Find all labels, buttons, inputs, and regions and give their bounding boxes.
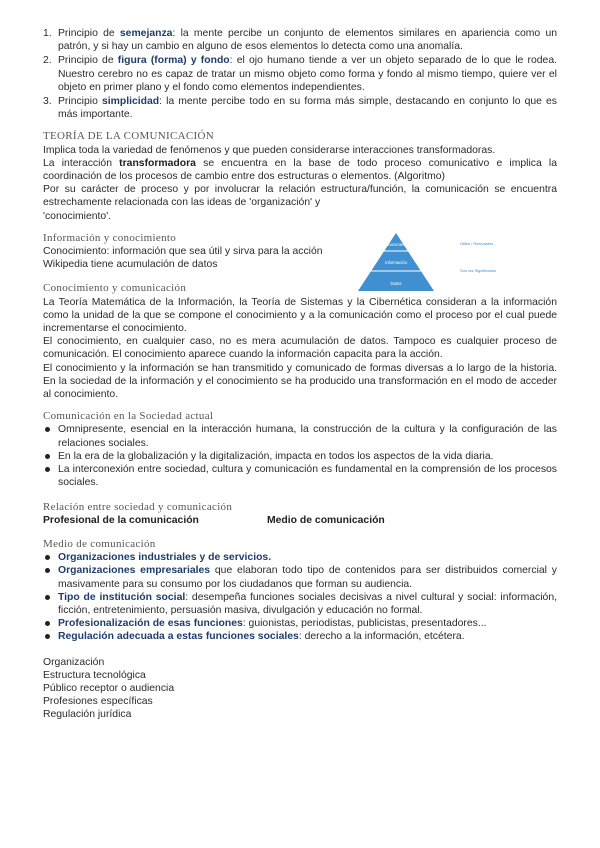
- term: Tipo de institución social: [58, 591, 186, 603]
- term-transformadora: transformadora: [119, 157, 196, 169]
- section-heading-conocimiento: Conocimiento y comunicación: [43, 282, 187, 295]
- paragraph: La Teoría Matemática de la Información, la Teoría de Sistemas y la Cibernética consideran a la información como la unidad de la que se compone el conocimiento y a la comunicación como el proceso por el cual puede incrementarse el conocimiento.: [43, 296, 557, 335]
- term: Organizaciones empresariales: [58, 565, 211, 577]
- term: Organizaciones industriales y de servicios.: [58, 552, 272, 564]
- profesional-label: Profesional de la comunicación: [43, 514, 199, 526]
- list-line: Organización: [43, 656, 105, 668]
- list-item: [43, 54, 557, 94]
- list-line: Público receptor o audiencia: [43, 682, 175, 694]
- pyramid-level-informacion: Información: [385, 260, 407, 265]
- list-item: [43, 591, 557, 617]
- list-item: [43, 564, 557, 590]
- section-heading-relacion: Relación entre sociedad y comunicación: [43, 500, 233, 513]
- section-heading-teoria: TEORÍA DE LA COMUNICACIÓN: [43, 130, 214, 143]
- text: : la mente percibe todo en su forma más simple, destacando en conjunto lo que es más importante.: [58, 96, 557, 121]
- text: : la mente percibe un conjunto de elementos similares en apariencia como un patrón, y si hay un cambio en alguno de esos elementos lo detecta como una anomalía.: [58, 28, 558, 53]
- paragraph: Implica toda la variedad de fenómenos y que pueden considerarse interacciones transformadoras.: [43, 144, 496, 156]
- pyramid-diagram: [358, 231, 498, 293]
- term-semejanza: semejanza: [119, 28, 173, 39]
- list-item: En la era de la globalización y la digitalización, impacta en todos los aspectos de la vida diaria.: [43, 450, 557, 463]
- paragraph: El conocimiento y la información se han transmitido y comunicado de formas diversas a lo largo de la historia. En la sociedad de la información y el conocimiento se ha producido una transformación en el modo de acceder al conocimiento.: [43, 362, 557, 401]
- term: Profesionalización de esas funciones: [58, 618, 243, 630]
- term: Regulación adecuada a estas funciones sociales: [58, 631, 299, 643]
- list-item: [43, 551, 557, 564]
- list-item: La interconexión entre sociedad, cultura y comunicación es fundamental en la comprensión de los procesos sociales.: [43, 463, 557, 489]
- pyramid-note-bottom: Son los Significados: [460, 268, 497, 273]
- section-heading-informacion: Información y conocimiento: [43, 231, 177, 244]
- medio-list: [43, 551, 557, 643]
- paragraph: Wikipedia tiene acumulación de datos: [43, 259, 218, 271]
- text: se encuentra en la base de todo proceso comunicativo e implica la coordinación de los procesos de cambio entre dos estructuras o elementos. (Algoritmo): [43, 157, 557, 183]
- pyramid-level-datos: Datos: [390, 281, 402, 286]
- paragraph: Conocimiento: información que sea útil y sirva para la acción: [43, 246, 323, 258]
- section-heading-medio: Medio de comunicación: [43, 537, 156, 550]
- paragraph: [43, 157, 557, 183]
- list-item: [43, 95, 557, 121]
- text: : guionistas, periodistas, publicistas, presentadores...: [242, 618, 487, 630]
- term-figura-fondo: figura (forma) y fondo: [117, 55, 230, 67]
- text: Principio de: [58, 28, 120, 39]
- relacion-columns: [43, 514, 557, 527]
- section-heading-sociedad: Comunicación en la Sociedad actual: [43, 410, 214, 423]
- list-line: Estructura tecnológica: [43, 669, 146, 681]
- list-item: [43, 617, 557, 630]
- text: Principio de: [58, 55, 118, 67]
- document-page: [43, 27, 557, 722]
- sociedad-list: [43, 423, 557, 489]
- text: : el ojo humano tiende a ver un objeto separado de lo que le rodea. Nuestro cerebro no es capaz de tratar un mismo objeto como forma y fondo al mismo tiempo, quiere ver el objeto en primer plano y el fondo como elementos independientes.: [58, 55, 557, 93]
- text: : derecho a la información, etcétera.: [298, 631, 465, 643]
- text: La interacción: [43, 157, 120, 169]
- list-number: 3.: [43, 96, 52, 108]
- list-line: Regulación jurídica: [43, 709, 132, 721]
- list-item: [43, 27, 557, 53]
- list-item: Omnipresente, esencial en la interacción humana, la construcción de la cultura y la configuración de las relaciones sociales.: [43, 423, 557, 449]
- medio-label: Medio de comunicación: [267, 514, 385, 526]
- list-item: [43, 630, 557, 643]
- pyramid-note-top: Útiles / Relevantes: [460, 241, 494, 246]
- text: que elaboran todo tipo de contenidos para ser distribuidos comercial y masivamente para su consumo por los ciudadanos que forman su audiencia.: [58, 565, 557, 590]
- list-line: Profesiones específicas: [43, 696, 153, 708]
- paragraph: 'conocimiento'.: [43, 210, 112, 222]
- list-number: 1.: [43, 28, 52, 39]
- pyramid-level-conocimiento: Conocimiento: [383, 242, 409, 247]
- final-list: [43, 656, 557, 722]
- list-number: 2.: [43, 55, 52, 67]
- term-simplicidad: simplicidad: [101, 96, 160, 108]
- text: : desempeña funciones sociales decisivas a nivel cultural y social: información, ficción, entretenimiento, persuasión masiva, divulgación y educación no formal.: [58, 591, 557, 616]
- principles-list: [43, 27, 557, 121]
- text: Principio: [58, 96, 102, 108]
- paragraph: Por su carácter de proceso y por involucrar la relación estructura/función, la comunicación se encuentra estrechamente relacionada con las ideas de 'organización' y: [43, 184, 557, 209]
- paragraph: El conocimiento, en cualquier caso, no es mera acumulación de datos. Tampoco es cualquier proceso de comunicación. El conocimiento aparece cuando la información capacita para la acción.: [43, 336, 557, 361]
